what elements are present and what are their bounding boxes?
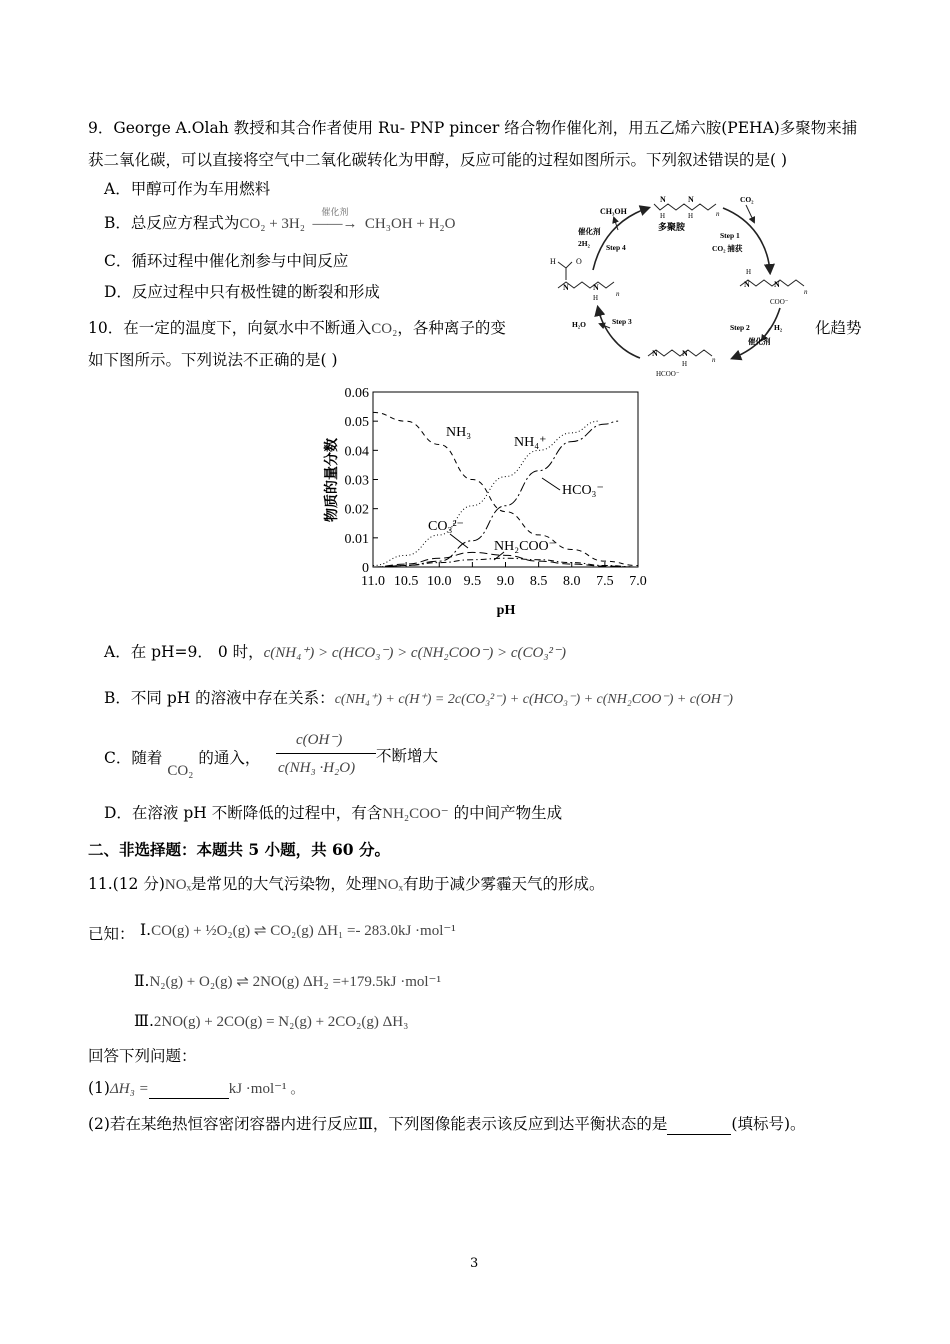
arrow-icon: ——→: [312, 216, 358, 232]
chart-ylabel: 物质的量分数: [325, 438, 340, 522]
x-tick-label: 8.5: [529, 574, 548, 589]
label-hco3: HCO₃⁻: [562, 483, 604, 498]
q9-option-d: D．反应过程中只有极性键的断裂和形成: [104, 283, 380, 301]
svg-text:n: n: [804, 288, 808, 296]
svg-text:N: N: [563, 283, 569, 292]
q10-option-b-prefix: B．不同 pH 的溶液中存在关系：: [104, 689, 335, 707]
step3-label: Step 3: [612, 317, 632, 326]
q11-stem-suffix: 有助于减少雾霾天气的形成。: [402, 875, 605, 893]
y-tick-label: 0.03: [344, 473, 369, 489]
answer-blank-2[interactable]: [667, 1114, 731, 1135]
q10-option-a: [104, 642, 566, 663]
q9-option-b-eq-left: CO₂ + 3H₂: [239, 216, 305, 232]
svg-text:n: n: [716, 210, 720, 218]
q11-stem-prefix: 11.(12 分): [88, 875, 165, 893]
top-polyamine-n: N: [660, 195, 666, 204]
reaction-3-equation: 2NO(g) + 2CO(g) = N₂(g) + 2CO₂(g) ΔH₃: [153, 1014, 409, 1030]
fraction-bar: [276, 753, 376, 754]
q11-known-label: 已知：: [88, 925, 135, 943]
top-polyamine-label: 多聚胺: [658, 222, 686, 232]
q10-option-c-numerator: c(OH⁻): [296, 732, 343, 748]
svg-text:N: N: [774, 280, 780, 289]
q10-option-d-suffix: 的中间产物生成: [453, 804, 563, 822]
step4-label: Step 4: [606, 243, 626, 252]
q10-option-a-expr: c(NH₄⁺) > c(HCO₃⁻) > c(NH₂COO⁻) > c(CO₃²⁻): [263, 645, 566, 661]
coo-label: COO⁻: [770, 298, 789, 306]
x-tick-label: 7.0: [629, 574, 647, 589]
q10-option-c-mid: 的通入，: [198, 749, 261, 767]
svg-text:O: O: [576, 257, 582, 266]
reaction-2-label: Ⅱ.: [134, 972, 150, 990]
reaction-3-label: Ⅲ.: [134, 1012, 154, 1030]
co2-in-arrow: [746, 205, 754, 222]
q11-part-2: [88, 1114, 806, 1135]
q10-option-c-co2: CO₂: [167, 763, 194, 779]
co3-leader: [450, 534, 468, 548]
q10-stem-part1: 10．在一定的温度下，向氨水中不断通入: [88, 319, 372, 337]
step2-sub: 催化剂: [748, 337, 771, 346]
answer-blank-1[interactable]: [149, 1078, 229, 1099]
q9-catalyst-label: 催化剂: [321, 208, 349, 218]
part-1-dh: ΔH₃ =: [109, 1081, 149, 1097]
catalytic-cycle-diagram: [548, 190, 866, 380]
svg-text:n: n: [616, 290, 620, 298]
svg-text:H: H: [550, 257, 556, 266]
h2-label: H₂: [774, 323, 783, 332]
label-co3: CO₃²⁻: [428, 519, 464, 534]
chart-xlabel: pH: [496, 603, 516, 618]
q11-answer-intro: 回答下列问题：: [88, 1047, 197, 1065]
q10-option-b-expr: c(NH₄⁺) + c(H⁺) = 2c(CO₃²⁻) + c(HCO₃⁻) + c(NH₂COO⁻) + c(OH⁻): [334, 692, 733, 707]
page-number: 3: [470, 1256, 479, 1271]
species-fraction-chart: [318, 382, 658, 622]
q10-option-d: [104, 803, 562, 824]
q10-option-d-species: NH₂COO⁻: [382, 806, 449, 822]
svg-text:H: H: [746, 268, 752, 276]
q10-option-c-prefix: C．随着: [104, 749, 163, 767]
q11-reaction-1: [140, 920, 456, 941]
reaction-1-label: Ⅰ.: [140, 921, 152, 939]
cycle-arc-step3: [598, 308, 640, 358]
q10-stem-line1-end: 化趋势: [815, 319, 862, 337]
step1-sub: CO₂ 捕获: [712, 244, 743, 253]
label-nh4: NH₄⁺: [514, 435, 547, 450]
svg-text:N: N: [688, 195, 694, 204]
hco3-leader: [542, 478, 560, 490]
x-tick-label: 9.5: [463, 574, 482, 589]
h2o-label: H₂O: [572, 320, 586, 329]
cycle-arc-step2: [733, 308, 780, 358]
q10-option-c-suffix: 不断增大: [376, 747, 439, 765]
q9-option-b: [104, 208, 456, 234]
hcoo-label: HCOO⁻: [656, 370, 680, 378]
q11-stem-mid: 是常见的大气污染物，处理: [190, 875, 377, 893]
co2-label: CO₂: [740, 195, 754, 204]
q11-reaction-2: [134, 971, 441, 992]
y-tick-label: 0: [362, 561, 369, 576]
q10-stem-co2: CO₂: [371, 321, 398, 337]
svg-text:N: N: [682, 349, 688, 358]
x-tick-label: 10.5: [393, 574, 419, 589]
x-tick-label: 7.5: [596, 574, 614, 589]
step1-label: Step 1: [720, 231, 740, 240]
svg-text:N: N: [744, 280, 750, 289]
q11-part-1: [88, 1078, 305, 1099]
reaction-2-equation: N₂(g) + O₂(g) ⇌ 2NO(g) ΔH₂ =+179.5kJ ·mol⁻¹: [149, 974, 441, 990]
q10-option-b: [104, 688, 733, 710]
part-2-suffix: (填标号)。: [731, 1115, 806, 1133]
q9-catalyst-arrow: [310, 208, 360, 234]
part-1-unit: kJ ·mol⁻¹ 。: [228, 1081, 306, 1097]
step4-catalyst: 催化剂: [578, 227, 601, 236]
step4-h2: 2H₂: [578, 239, 590, 248]
svg-text:H: H: [660, 212, 666, 220]
section-heading: 二、非选择题：本题共 5 小题，共 60 分。: [88, 840, 390, 859]
y-tick-label: 0.02: [344, 502, 369, 518]
q9-stem-line2: 获二氧化碳，可以直接将空气中二氧化碳转化为甲醇，反应可能的过程如图所示。下列叙述错误的是( ): [88, 151, 788, 169]
q11-stem: [88, 874, 604, 895]
q10-option-d-prefix: D．在溶液 pH 不断降低的过程中，有含: [104, 804, 383, 822]
svg-text:N: N: [593, 283, 599, 292]
reaction-1-equation: CO(g) + ½O₂(g) ⇌ CO₂(g) ΔH₁ =- 283.0kJ ·mol⁻¹: [151, 923, 456, 939]
q9-option-b-eq-right: CH₃OH + H₂O: [364, 216, 456, 232]
y-tick-label: 0.04: [344, 444, 369, 460]
svg-text:H: H: [593, 294, 599, 302]
y-tick-label: 0.06: [344, 386, 369, 401]
cycle-arc-step1: [723, 208, 770, 272]
svg-text:H: H: [682, 360, 688, 368]
q10-option-c: [104, 748, 261, 779]
y-tick-label: 0.01: [344, 531, 369, 547]
q9-option-a: A．甲醇可作为车用燃料: [104, 180, 271, 198]
q11-reaction-3: [134, 1011, 408, 1032]
q10-option-a-prefix: A．在 pH=9． 0 时，: [104, 643, 264, 661]
q9-stem-line1: 9．George A.Olah 教授和其合作者使用 Ru- PNP pincer 络合物作催化剂，用五乙烯六胺(PEHA)多聚物来捕: [88, 119, 858, 137]
q10-option-c-denominator: c(NH₃ ·H₂O): [278, 760, 356, 776]
x-tick-label: 8.0: [563, 574, 581, 589]
x-tick-label: 9.0: [496, 574, 515, 589]
q10-stem-line1: [88, 318, 506, 339]
svg-text:n: n: [712, 356, 716, 364]
y-tick-label: 0.05: [344, 415, 369, 431]
x-tick-label: 11.0: [361, 574, 385, 589]
svg-text:H: H: [688, 212, 694, 220]
cycle-arc-step4: [593, 208, 648, 270]
svg-text:N: N: [652, 349, 658, 358]
x-tick-label: 10.0: [427, 574, 452, 589]
q10-stem-part2: ，各种离子的变: [397, 319, 506, 337]
label-nh2coo: NH₂COO⁻: [494, 539, 557, 554]
part-1-prefix: (1): [88, 1079, 110, 1097]
step2-label: Step 2: [730, 323, 750, 332]
label-nh3: NH₃: [446, 425, 472, 440]
part-2-text: (2)若在某绝热恒容密闭容器内进行反应Ⅲ，下列图像能表示该反应到达平衡状态的是: [88, 1115, 668, 1133]
q11-nox-1: NOₓ: [164, 877, 191, 893]
q9-option-b-prefix: B．总反应方程式为: [104, 214, 240, 232]
q9-option-c: C．循环过程中催化剂参与中间反应: [104, 252, 349, 270]
ch3oh-label: CH₃OH: [600, 207, 627, 216]
q11-nox-2: NOₓ: [376, 877, 403, 893]
q10-stem-line2: 如下图所示。下列说法不正确的是( ): [88, 351, 338, 369]
